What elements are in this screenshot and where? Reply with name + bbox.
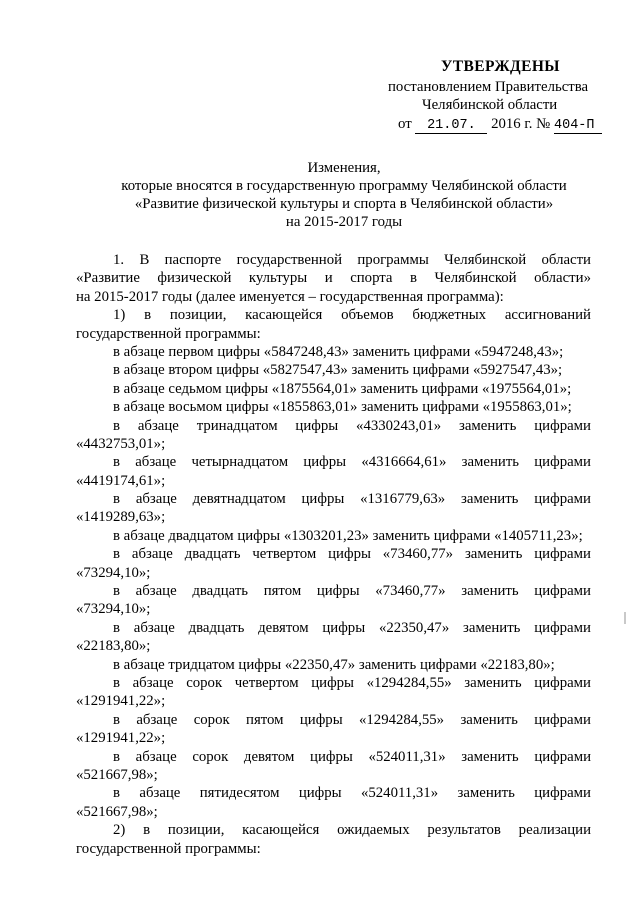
word: заменить: [461, 491, 519, 508]
change-line-24: [76, 545, 591, 563]
change-line-13: [76, 417, 591, 435]
word: заменить: [457, 785, 515, 802]
change-line-20: в абзаце двадцатом цифры «1303201,23» заменить цифрами «1405711,23»;: [113, 527, 583, 544]
word: программы: [357, 252, 429, 268]
subitem-2-line-1: [76, 821, 591, 839]
change-line-45-value: «1291941,22»;: [76, 730, 166, 747]
word: цифры: [303, 454, 347, 471]
year-text: 2016 г. №: [491, 116, 551, 132]
word: девятом: [258, 619, 309, 636]
word: цифры: [322, 619, 366, 636]
word: реализации: [518, 822, 591, 839]
word: бюджетных: [412, 307, 487, 324]
word: четвертом: [252, 546, 317, 563]
paragraph-1-line-3: на 2015-2017 годы (далее именуется – государственная программа):: [76, 288, 504, 305]
word: «524011,31»: [368, 748, 446, 765]
change-line-44: [76, 674, 591, 692]
word: цифрами: [534, 491, 591, 508]
word: 1): [113, 307, 126, 324]
word: в: [113, 674, 120, 691]
title-line-4: на 2015-2017 годы: [285, 214, 403, 230]
word: цифрами: [534, 546, 591, 563]
change-line-eighth: в абзаце восьмом цифры «1855863,01» заменить цифрами «1955863,01»;: [113, 399, 572, 416]
word: пятом: [246, 711, 284, 728]
word: Челябинской: [444, 252, 527, 268]
word: «1294284,55»: [366, 674, 452, 691]
word: заменить: [460, 711, 518, 728]
word: «73460,77»: [382, 546, 454, 563]
change-line-30: в абзаце тридцатом цифры «22350,47» заменить цифрами «22183,80»;: [113, 656, 555, 673]
word: цифрами: [534, 785, 591, 802]
decree-number: 404-П: [554, 118, 602, 134]
word: цифры: [301, 491, 345, 508]
change-line-29: [76, 619, 591, 637]
word: «524011,31»: [360, 785, 439, 802]
word: «22350,47»: [378, 619, 450, 636]
word: 1.: [113, 252, 125, 268]
word: «1294284,55»: [359, 711, 445, 728]
word: в: [113, 491, 120, 508]
word: цифры: [295, 417, 339, 434]
word: «73460,77»: [375, 583, 446, 600]
word: цифрами: [534, 583, 591, 600]
word: тринадцатом: [196, 417, 278, 434]
word: девятом: [243, 748, 295, 765]
date-prefix: от: [398, 116, 412, 132]
change-line-first: в абзаце первом цифры «5847248,43» заменить цифрами «5947248,43»;: [113, 343, 564, 360]
word: четвертом: [234, 674, 299, 691]
word: ожидаемых: [337, 822, 410, 839]
change-line-45: [76, 711, 591, 729]
word: заменить: [461, 454, 520, 471]
word: абзаце: [132, 674, 174, 691]
word: цифры: [298, 785, 342, 802]
change-line-49: [76, 748, 591, 766]
word: двадцать: [188, 619, 245, 636]
word: области»: [534, 270, 591, 287]
document-title: [0, 159, 640, 231]
word: в: [113, 619, 120, 636]
word: заменить: [464, 546, 523, 563]
change-line-24-value: «73294,10»;: [76, 564, 151, 581]
word: абзаце: [135, 748, 177, 765]
change-line-14-value: «4419174,61»;: [76, 472, 166, 489]
word: цифры: [311, 674, 354, 691]
word: в: [113, 583, 120, 600]
word: физической: [157, 270, 232, 287]
word: и: [324, 270, 333, 287]
word: спорта: [350, 270, 393, 287]
word: касающейся: [245, 307, 323, 324]
word: цифрами: [534, 619, 591, 636]
subitem-1-line-2: государственной программы:: [76, 325, 261, 342]
word: цифрами: [534, 417, 591, 434]
date-value: 21.07.: [415, 118, 487, 134]
word: абзаце: [139, 785, 181, 802]
word: в: [113, 711, 120, 728]
change-line-25-value: «73294,10»;: [76, 601, 151, 618]
word: цифрами: [534, 748, 591, 765]
change-line-29-value: «22183,80»;: [76, 638, 151, 655]
change-line-49-value: «521667,98»;: [76, 766, 158, 783]
word: абзаце: [135, 454, 177, 471]
word: «4330243,01»: [356, 417, 442, 434]
word: цифрами: [534, 454, 591, 471]
word: двадцать: [184, 546, 241, 563]
word: в: [113, 546, 120, 563]
change-line-19: [76, 490, 591, 508]
word: заменить: [461, 583, 519, 600]
change-line-13-value: «4432753,01»;: [76, 435, 166, 452]
word: культуры: [248, 270, 308, 287]
title-line-2: которые вносятся в государственную программу Челябинской области: [121, 178, 567, 194]
approval-line-region: Челябинской области: [422, 97, 558, 113]
word: абзаце: [131, 546, 173, 563]
word: цифры: [310, 748, 353, 765]
word: четырнадцатом: [191, 454, 289, 471]
change-line-19-value: «1419289,63»;: [76, 509, 166, 526]
change-line-25: [76, 582, 591, 600]
change-line-second: в абзаце втором цифры «5827547,43» заменить цифрами «5927547,43»;: [113, 362, 563, 379]
word: в: [410, 270, 418, 287]
word: Челябинской: [434, 270, 517, 287]
word: сорок: [192, 748, 229, 765]
word: в: [143, 822, 151, 839]
word: результатов: [427, 822, 501, 839]
word: В: [139, 252, 150, 268]
approval-line-government: постановлением Правительства: [388, 79, 589, 95]
word: 2): [113, 822, 126, 839]
word: цифрами: [534, 711, 591, 728]
word: заменить: [459, 417, 517, 434]
word: «4316664,61»: [361, 454, 447, 471]
word: заменить: [464, 674, 522, 691]
word: позиции,: [169, 307, 227, 324]
approval-title: УТВЕРЖДЕНЫ: [441, 58, 560, 75]
word: абзаце: [135, 583, 177, 600]
word: цифры: [328, 546, 371, 563]
paragraph-1-line-1: [76, 251, 591, 269]
word: двадцать: [192, 583, 249, 600]
word: заменить: [461, 748, 519, 765]
word: в: [113, 417, 120, 434]
word: «Развитие: [76, 270, 140, 287]
paragraph-1-line-2: [76, 269, 591, 287]
scan-edge-mark: [624, 612, 626, 624]
word: паспорте: [164, 252, 222, 268]
word: абзаце: [135, 491, 177, 508]
word: девятнадцатом: [192, 491, 286, 508]
approval-date-line: [398, 116, 602, 134]
word: позиции,: [167, 822, 225, 839]
change-line-seventh: в абзаце седьмом цифры «1875564,01» заменить цифрами «1975564,01»;: [113, 380, 572, 397]
title-line-1: Изменения,: [307, 160, 381, 176]
word: в: [144, 307, 152, 324]
word: сорок: [186, 674, 223, 691]
word: цифры: [299, 711, 343, 728]
word: заменить: [463, 619, 521, 636]
word: абзаце: [137, 417, 179, 434]
change-line-50-value: «521667,98»;: [76, 803, 158, 820]
word: сорок: [193, 711, 230, 728]
word: цифрами: [534, 674, 591, 691]
word: области: [541, 252, 591, 268]
word: в: [113, 454, 120, 471]
change-line-44-value: «1291941,22»;: [76, 693, 166, 710]
change-line-50: [76, 784, 591, 802]
word: пятидесятом: [199, 785, 280, 802]
word: в: [113, 785, 120, 802]
word: ассигнований: [504, 307, 591, 324]
document-body: [76, 251, 591, 858]
word: абзаце: [136, 711, 178, 728]
word: абзаце: [133, 619, 175, 636]
word: «1316779,63»: [360, 491, 446, 508]
word: цифры: [316, 583, 360, 600]
subitem-2-line-2: государственной программы:: [76, 840, 261, 857]
word: объемов: [341, 307, 394, 324]
word: пятом: [263, 583, 302, 600]
title-line-3: «Развитие физической культуры и спорта в Челябинской области»: [134, 196, 554, 212]
word: в: [113, 748, 120, 765]
word: касающейся: [242, 822, 320, 839]
change-line-14: [76, 453, 591, 471]
subitem-1-line-1: [76, 306, 591, 324]
word: государственной: [236, 252, 343, 268]
